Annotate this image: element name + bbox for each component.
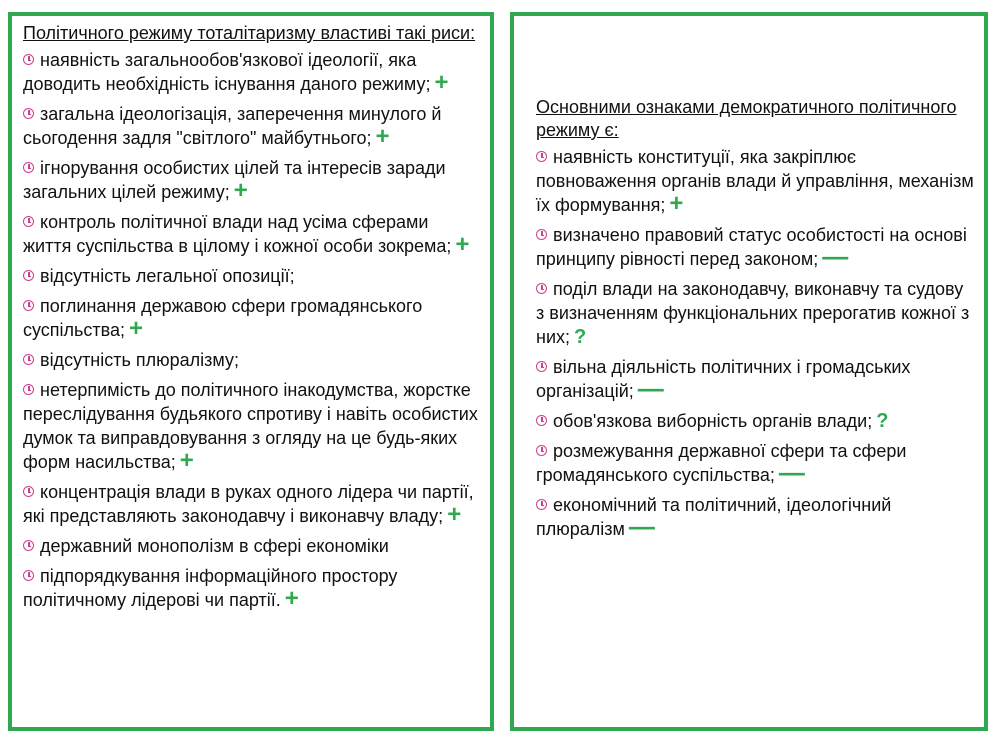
- plus-mark: +: [455, 231, 470, 258]
- list-item: [536, 409, 976, 433]
- list-item: [23, 210, 480, 258]
- list-item-text: розмежування державної сфери та сфери громадянського суспільства;: [536, 441, 907, 485]
- clock-icon: [23, 108, 34, 119]
- plus-mark: +: [179, 447, 194, 474]
- clock-icon: [23, 486, 34, 497]
- question-mark: ?: [574, 326, 587, 348]
- list-item-text: відсутність плюралізму;: [40, 350, 239, 370]
- question-mark: ?: [876, 410, 889, 432]
- clock-icon: [536, 229, 547, 240]
- list-item: [536, 145, 976, 217]
- dash-mark: —: [628, 511, 655, 541]
- clock-icon: [536, 445, 547, 456]
- list-item-text: наявність загальнообов'язкової ідеології, яка доводить необхідність існування даного режиму;: [23, 50, 431, 94]
- plus-mark: +: [447, 501, 462, 528]
- clock-icon: [536, 283, 547, 294]
- clock-icon: [536, 499, 547, 510]
- list-item: [536, 493, 976, 541]
- democracy-panel: [510, 12, 988, 731]
- list-item-text: визначено правовий статус особистості на основі принципу рівності перед законом;: [536, 225, 967, 269]
- clock-icon: [23, 216, 34, 227]
- totalitarianism-heading: Політичного режиму тоталітаризму властиві такі риси:: [23, 23, 476, 43]
- clock-icon: [23, 300, 34, 311]
- list-item: [536, 439, 976, 487]
- dash-mark: —: [637, 373, 664, 403]
- list-item: [23, 564, 480, 612]
- list-item: [23, 294, 480, 342]
- list-item-text: поділ влади на законодавчу, виконавчу та судову з визначенням функціональних прерогатив кожної з них;: [536, 279, 970, 347]
- list-item-text: підпорядкування інформаційного простору політичному лідерові чи партії.: [23, 566, 398, 610]
- plus-mark: +: [434, 69, 449, 96]
- list-item-text: обов'язкова виборність органів влади;: [553, 411, 873, 431]
- list-item-text: наявність конституції, яка закріплює повноваження органів влади й управління, механізм їх формування;: [536, 147, 974, 215]
- list-item: [23, 534, 480, 558]
- clock-icon: [23, 162, 34, 173]
- list-item-text: державний монополізм в сфері економіки: [40, 536, 389, 556]
- clock-icon: [23, 540, 34, 551]
- list-item: [23, 264, 480, 288]
- democracy-heading: Основними ознаками демократичного політичного режиму є:: [536, 97, 957, 140]
- list-item-text: загальна ідеологізація, заперечення минулого й сьогодення задля "світлого" майбутнього;: [23, 104, 442, 148]
- plus-mark: +: [129, 315, 144, 342]
- list-item-text: ігнорування особистих цілей та інтересів заради загальних цілей режиму;: [23, 158, 446, 202]
- clock-icon: [23, 270, 34, 281]
- list-item-text: відсутність легальної опозиції;: [40, 266, 295, 286]
- clock-icon: [536, 361, 547, 372]
- clock-icon: [536, 415, 547, 426]
- plus-mark: +: [669, 190, 684, 217]
- clock-icon: [23, 570, 34, 581]
- plus-mark: +: [375, 123, 390, 150]
- clock-icon: [23, 354, 34, 365]
- totalitarianism-list: [23, 48, 480, 612]
- list-item-text: концентрація влади в руках одного лідера чи партії, які представляють законодавчу і виконавчу владу;: [23, 482, 474, 526]
- list-item-text: нетерпимість до політичного інакодумства, жорстке переслідування будьякого спротиву і навіть особистих думок та виправдовування з огляду на це будь-яких форм насильства;: [23, 380, 478, 472]
- democracy-list: [536, 145, 976, 541]
- list-item: [23, 156, 480, 204]
- dash-mark: —: [822, 241, 849, 271]
- list-item-text: контроль політичної влади над усіма сферами життя суспільства в цілому і кожної особи зокрема;: [23, 212, 452, 256]
- list-item: [23, 102, 480, 150]
- list-item: [536, 355, 976, 403]
- list-item: [23, 480, 480, 528]
- list-item: [536, 277, 976, 349]
- totalitarianism-panel: [8, 12, 494, 731]
- plus-mark: +: [233, 177, 248, 204]
- list-item: [536, 223, 976, 271]
- clock-icon: [536, 151, 547, 162]
- list-item: [23, 378, 480, 474]
- clock-icon: [23, 384, 34, 395]
- list-item: [23, 348, 480, 372]
- list-item: [23, 48, 480, 96]
- list-item-text: вільна діяльність політичних і громадських організацій;: [536, 357, 911, 401]
- plus-mark: +: [284, 585, 299, 612]
- clock-icon: [23, 54, 34, 65]
- list-item-text: поглинання державою сфери громадянського суспільства;: [23, 296, 423, 340]
- list-item-text: економічний та політичний, ідеологічний плюралізм: [536, 495, 892, 539]
- dash-mark: —: [778, 457, 805, 487]
